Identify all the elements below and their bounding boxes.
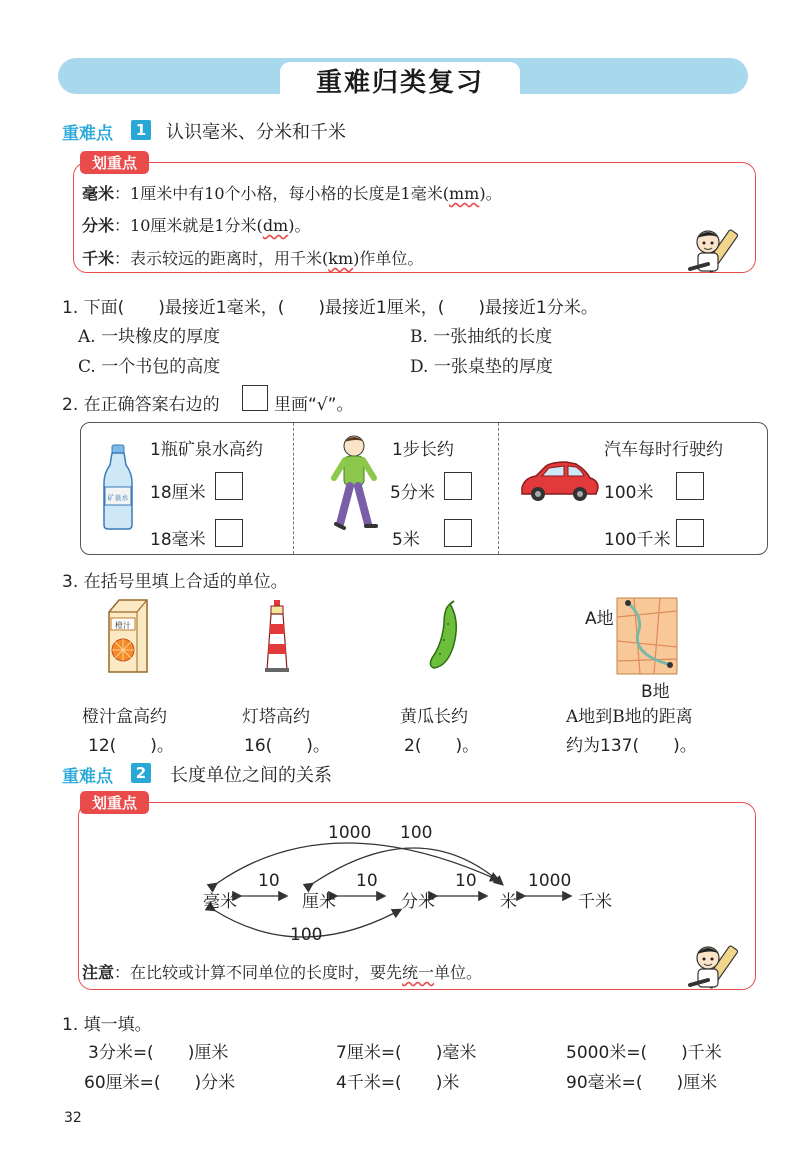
panel3-checkbox-2[interactable] [676, 519, 704, 547]
panel1-checkbox-1[interactable] [215, 472, 243, 500]
kp2-note [82, 960, 482, 983]
note-emphasis: 统一 [402, 963, 435, 982]
unit-dm: dm [262, 216, 289, 235]
kp1-tag: 重难点 [62, 124, 113, 144]
q2-divider-1 [293, 423, 294, 554]
water-bottle-icon [100, 443, 136, 531]
ex1-r1c1: 3分米=( )厘米 [88, 1043, 229, 1063]
unit-mm: mm [448, 184, 480, 203]
q3-caption-map: A地到B地的距离 [566, 707, 693, 727]
arc-mm-m: 1000 [328, 823, 372, 843]
kp1-title: 认识毫米、分米和千米 [166, 122, 346, 143]
bottle-label: 矿泉水 [107, 494, 129, 502]
q3-answer-lighthouse: 16( )。 [244, 736, 330, 756]
q2-sample-box [242, 385, 268, 411]
q3-answer-juice: 12( )。 [88, 736, 174, 756]
unit-m: 米 [500, 892, 517, 912]
rate-mm-cm: 10 [258, 871, 280, 891]
kp2-highlight-tag: 划重点 [80, 791, 149, 814]
def-km-end: )作单位。 [353, 249, 424, 268]
mascot-pencil-icon [688, 224, 744, 282]
panel2-option-2: 5米 [392, 530, 420, 550]
panel1-checkbox-2[interactable] [215, 519, 243, 547]
def-km-text: ：表示较远的距离时，用千米( [114, 249, 329, 268]
map-label-a: A地 [585, 609, 614, 629]
kp2-tag: 重难点 [62, 767, 113, 787]
q3-caption-juice: 橙汁盒高约 [82, 707, 167, 727]
term-mm: 毫米 [82, 184, 115, 203]
panel2-title: 1步长约 [392, 440, 454, 460]
panel1-title: 1瓶矿泉水高约 [150, 440, 263, 460]
mascot-pencil-icon-2 [688, 940, 744, 998]
definition-mm [82, 181, 502, 204]
panel3-title: 汽车每时行驶约 [604, 440, 723, 460]
kp2-title: 长度单位之间的关系 [170, 765, 332, 786]
question-1: 1. 下面( )最接近1毫米，( )最接近1厘米，( )最接近1分米。 [62, 298, 598, 318]
red-car-icon [516, 458, 602, 506]
map-label-b: B地 [641, 682, 670, 702]
question-3: 3. 在括号里填上合适的单位。 [62, 572, 288, 592]
definition-km [82, 246, 423, 269]
q1-option-b: B. 一张抽纸的长度 [410, 327, 553, 347]
ex1-r1c2: 7厘米=( )毫米 [336, 1043, 477, 1063]
ex1-r2c1: 60厘米=( )分米 [84, 1073, 236, 1093]
unit-dm: 分米 [401, 892, 435, 912]
def-dm-end: )。 [288, 216, 311, 235]
q1-option-c: C. 一个书包的高度 [78, 357, 221, 377]
def-mm-end: )。 [479, 184, 502, 203]
ex1-r2c2: 4千米=( )米 [336, 1073, 460, 1093]
arc-cm-m: 100 [400, 823, 433, 843]
kp2-number: 2 [131, 763, 151, 783]
panel1-option-2: 18毫米 [150, 530, 206, 550]
def-dm-text: ：10厘米就是1分米( [114, 216, 263, 235]
q1-option-a: A. 一块橡皮的厚度 [78, 327, 221, 347]
definition-dm [82, 213, 310, 236]
kp1-number: 1 [131, 120, 151, 140]
note-end: 单位。 [434, 963, 483, 982]
q2-divider-2 [498, 423, 499, 554]
exercise-1: 1. 填一填。 [62, 1015, 152, 1035]
juice-box-icon [105, 598, 151, 674]
panel3-checkbox-1[interactable] [676, 472, 704, 500]
walking-boy-icon [328, 432, 384, 534]
panel2-checkbox-2[interactable] [444, 519, 472, 547]
note-text: ：在比较或计算不同单位的长度时，要先 [114, 963, 403, 982]
arc-mm-dm: 100 [290, 925, 323, 945]
question-2-tail: 里画“√”。 [274, 395, 354, 415]
unit-mm: 毫米 [203, 892, 237, 912]
unit-km: km [328, 249, 354, 268]
page-number: 32 [64, 1110, 82, 1126]
map-icon [616, 597, 678, 675]
q3-answer-cucumber: 2( )。 [404, 736, 480, 756]
q1-option-d: D. 一张桌垫的厚度 [410, 357, 553, 377]
def-mm-text: ：1厘米中有10个小格，每小格的长度是1毫米( [114, 184, 449, 203]
page-title: 重难归类复习 [315, 68, 484, 98]
juice-label: 橙汁 [115, 621, 131, 630]
unit-km: 千米 [578, 892, 612, 912]
rate-cm-dm: 10 [356, 871, 378, 891]
note-label: 注意 [82, 963, 115, 982]
q3-caption-cucumber: 黄瓜长约 [400, 707, 468, 727]
unit-cm: 厘米 [302, 892, 336, 912]
rate-dm-m: 10 [455, 871, 477, 891]
ex1-r2c3: 90毫米=( )厘米 [566, 1073, 718, 1093]
cucumber-icon [426, 600, 462, 670]
panel2-option-1: 5分米 [390, 483, 435, 503]
question-2-lead: 2. 在正确答案右边的 [62, 395, 220, 415]
q3-answer-map: 约为137( )。 [566, 736, 697, 756]
panel1-option-1: 18厘米 [150, 483, 206, 503]
term-km: 千米 [82, 249, 115, 268]
panel3-option-1: 100米 [604, 483, 654, 503]
rate-m-km: 1000 [528, 871, 572, 891]
term-dm: 分米 [82, 216, 115, 235]
panel2-checkbox-1[interactable] [444, 472, 472, 500]
ex1-r1c3: 5000米=( )千米 [566, 1043, 722, 1063]
q3-caption-lighthouse: 灯塔高约 [242, 707, 310, 727]
kp1-highlight-tag: 划重点 [80, 151, 149, 174]
panel3-option-2: 100千米 [604, 530, 671, 550]
lighthouse-icon [262, 598, 292, 672]
